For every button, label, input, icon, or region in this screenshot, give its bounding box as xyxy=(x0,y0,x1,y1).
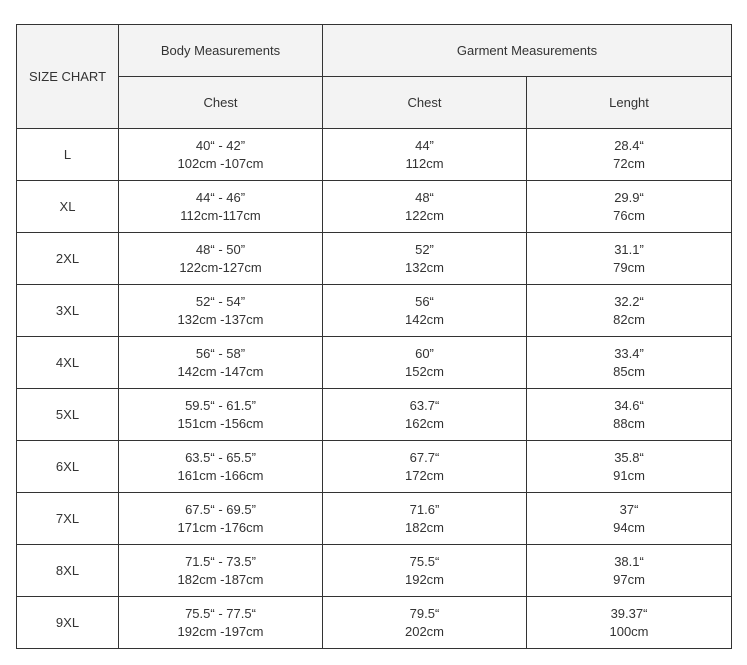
garment-chest-cell-centimeters: 162cm xyxy=(404,415,445,431)
length-cell-inches: 32.2“ xyxy=(614,293,644,309)
body-chest-cell-centimeters: 192cm -197cm xyxy=(177,623,264,639)
body-chest-cell-inches: 56“ - 58” xyxy=(195,345,246,361)
length-cell xyxy=(527,441,732,493)
size-cell: 3XL xyxy=(17,285,119,337)
garment-chest-cell xyxy=(323,441,527,493)
garment-chest-cell xyxy=(323,545,527,597)
garment-chest-cell-centimeters: 172cm xyxy=(404,467,445,483)
body-chest-cell-inches: 71.5“ - 73.5” xyxy=(185,553,256,569)
length-cell xyxy=(527,181,732,233)
length-cell-inches: 39.37“ xyxy=(610,605,648,621)
garment-chest-cell xyxy=(323,285,527,337)
table-row xyxy=(17,181,732,233)
length-cell xyxy=(527,545,732,597)
table-body xyxy=(17,129,732,649)
garment-chest-cell-inches: 79.5“ xyxy=(409,605,440,621)
size-cell: L xyxy=(17,129,119,181)
body-chest-cell-inches: 48“ - 50” xyxy=(195,241,246,257)
table-row xyxy=(17,441,732,493)
column-header-body-chest: Chest xyxy=(119,77,323,129)
body-chest-cell xyxy=(119,389,323,441)
body-chest-cell-inches: 67.5“ - 69.5” xyxy=(185,501,256,517)
body-chest-cell-inches: 75.5“ - 77.5“ xyxy=(185,605,256,621)
garment-chest-cell-centimeters: 122cm xyxy=(404,207,445,223)
header-row-groups xyxy=(17,25,732,77)
garment-chest-cell-inches: 63.7“ xyxy=(409,397,440,413)
length-cell-centimeters: 82cm xyxy=(613,311,645,327)
garment-chest-cell xyxy=(323,337,527,389)
table-row xyxy=(17,285,732,337)
body-chest-cell xyxy=(119,181,323,233)
body-chest-cell-centimeters: 132cm -137cm xyxy=(177,311,264,327)
length-cell-centimeters: 85cm xyxy=(613,363,645,379)
body-chest-cell-inches: 44“ - 46” xyxy=(195,189,246,205)
size-cell: 5XL xyxy=(17,389,119,441)
body-chest-cell xyxy=(119,441,323,493)
body-chest-cell-centimeters: 151cm -156cm xyxy=(177,415,264,431)
body-chest-cell-centimeters: 122cm-127cm xyxy=(179,259,262,275)
garment-chest-cell xyxy=(323,181,527,233)
body-chest-cell xyxy=(119,129,323,181)
garment-chest-cell xyxy=(323,129,527,181)
body-chest-cell-centimeters: 171cm -176cm xyxy=(177,519,264,535)
body-chest-cell-centimeters: 142cm -147cm xyxy=(177,363,264,379)
body-chest-cell-centimeters: 112cm-117cm xyxy=(180,207,261,223)
table-row xyxy=(17,337,732,389)
length-cell-inches: 35.8“ xyxy=(614,449,644,465)
table-row xyxy=(17,233,732,285)
body-chest-cell-centimeters: 102cm -107cm xyxy=(177,155,264,171)
body-chest-cell xyxy=(119,285,323,337)
body-chest-cell xyxy=(119,545,323,597)
garment-chest-cell-centimeters: 192cm xyxy=(404,571,445,587)
size-cell: 9XL xyxy=(17,597,119,649)
length-cell-inches: 29.9“ xyxy=(614,189,644,205)
length-cell xyxy=(527,597,732,649)
garment-chest-cell-inches: 48“ xyxy=(415,189,434,205)
column-header-length: Lenght xyxy=(527,77,732,129)
table-row xyxy=(17,129,732,181)
body-chest-cell xyxy=(119,233,323,285)
size-cell: 2XL xyxy=(17,233,119,285)
group-header-body: Body Measurements xyxy=(119,25,323,77)
table-row xyxy=(17,597,732,649)
length-cell-centimeters: 91cm xyxy=(613,467,645,483)
garment-chest-cell-inches: 56“ xyxy=(415,293,434,309)
column-header-garment-chest: Chest xyxy=(323,77,527,129)
size-cell: 8XL xyxy=(17,545,119,597)
size-cell: XL xyxy=(17,181,119,233)
header-row-columns xyxy=(17,77,732,129)
table-row xyxy=(17,545,732,597)
table-row xyxy=(17,389,732,441)
length-cell xyxy=(527,493,732,545)
length-cell-centimeters: 72cm xyxy=(613,155,645,171)
body-chest-cell-inches: 63.5“ - 65.5” xyxy=(185,449,256,465)
garment-chest-cell-inches: 52” xyxy=(415,241,434,257)
body-chest-cell-inches: 40“ - 42” xyxy=(195,137,246,153)
table-row xyxy=(17,493,732,545)
body-chest-cell xyxy=(119,597,323,649)
size-cell: 6XL xyxy=(17,441,119,493)
body-chest-cell-inches: 59.5“ - 61.5” xyxy=(185,397,256,413)
size-chart-container xyxy=(16,24,732,649)
body-chest-cell-centimeters: 161cm -166cm xyxy=(177,467,264,483)
length-cell xyxy=(527,285,732,337)
garment-chest-cell xyxy=(323,389,527,441)
garment-chest-cell-inches: 71.6” xyxy=(409,501,440,517)
garment-chest-cell-centimeters: 202cm xyxy=(404,623,445,639)
garment-chest-cell-centimeters: 142cm xyxy=(404,311,445,327)
garment-chest-cell-centimeters: 112cm xyxy=(405,155,444,171)
length-cell xyxy=(527,337,732,389)
length-cell-centimeters: 97cm xyxy=(613,571,645,587)
garment-chest-cell-inches: 75.5“ xyxy=(409,553,440,569)
garment-chest-cell-centimeters: 152cm xyxy=(404,363,445,379)
garment-chest-cell-inches: 44” xyxy=(415,137,434,153)
length-cell xyxy=(527,129,732,181)
length-cell-inches: 31.1” xyxy=(614,241,644,257)
length-cell xyxy=(527,389,732,441)
garment-chest-cell-centimeters: 132cm xyxy=(404,259,445,275)
garment-chest-cell-centimeters: 182cm xyxy=(404,519,445,535)
garment-chest-cell-inches: 67.7“ xyxy=(409,449,440,465)
body-chest-cell xyxy=(119,337,323,389)
garment-chest-cell xyxy=(323,233,527,285)
length-cell-inches: 38.1“ xyxy=(614,553,644,569)
length-cell-inches: 34.6“ xyxy=(614,397,644,413)
group-header-garment: Garment Measurements xyxy=(323,25,732,77)
size-chart-table xyxy=(16,24,732,649)
garment-chest-cell-inches: 60” xyxy=(415,345,434,361)
length-cell-centimeters: 88cm xyxy=(613,415,645,431)
garment-chest-cell xyxy=(323,597,527,649)
length-cell-centimeters: 100cm xyxy=(609,623,649,639)
body-chest-cell xyxy=(119,493,323,545)
length-cell-centimeters: 76cm xyxy=(613,207,645,223)
size-cell: 4XL xyxy=(17,337,119,389)
length-cell-inches: 33.4” xyxy=(614,345,644,361)
body-chest-cell-centimeters: 182cm -187cm xyxy=(177,571,264,587)
length-cell-centimeters: 79cm xyxy=(613,259,645,275)
garment-chest-cell xyxy=(323,493,527,545)
size-cell: 7XL xyxy=(17,493,119,545)
body-chest-cell-inches: 52“ - 54” xyxy=(195,293,246,309)
length-cell xyxy=(527,233,732,285)
length-cell-inches: 37“ xyxy=(619,501,639,517)
length-cell-centimeters: 94cm xyxy=(613,519,645,535)
corner-label: SIZE CHART xyxy=(17,25,119,129)
length-cell-inches: 28.4“ xyxy=(614,137,644,153)
